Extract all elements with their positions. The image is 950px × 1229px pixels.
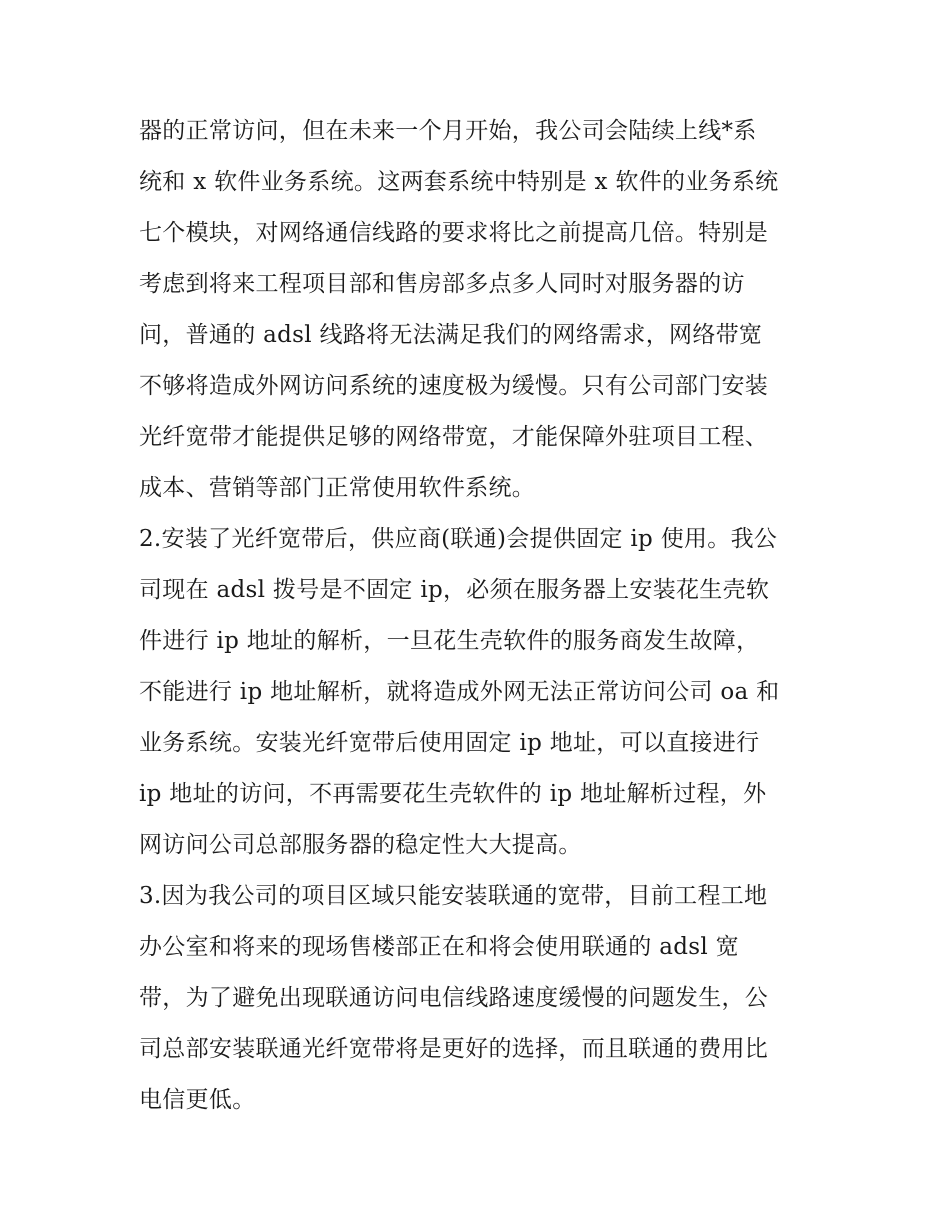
text-line: 业务系统。安装光纤宽带后使用固定 ip 地址，可以直接进行 bbox=[139, 730, 760, 756]
text-line: 不能进行 ip 地址解析，就将造成外网无法正常访问公司 oa 和 bbox=[139, 679, 780, 705]
text-line: 七个模块，对网络通信线路的要求将比之前提高几倍。特别是 bbox=[139, 220, 769, 246]
paragraph-2-start: 2.安装了光纤宽带后，供应商(联通)会提供固定 ip 使用。我公 bbox=[139, 526, 778, 552]
paragraph-3-start: 3.因为我公司的项目区域只能安装联通的宽带，目前工程工地 bbox=[139, 883, 768, 909]
text-line: ip 地址的访问，不再需要花生壳软件的 ip 地址解析过程，外 bbox=[139, 781, 767, 807]
text-line: 器的正常访问，但在未来一个月开始，我公司会陆续上线*系 bbox=[139, 118, 757, 144]
text-line: 带，为了避免出现联通访问电信线路速度缓慢的问题发生，公 bbox=[139, 985, 769, 1011]
text-line: 考虑到将来工程项目部和售房部多点多人同时对服务器的访 bbox=[139, 271, 745, 297]
text-line: 网访问公司总部服务器的稳定性大大提高。 bbox=[139, 832, 582, 858]
text-line: 成本、营销等部门正常使用软件系统。 bbox=[139, 475, 536, 501]
document-body bbox=[139, 106, 829, 1126]
text-line: 司总部安装联通光纤宽带将是更好的选择，而且联通的费用比 bbox=[139, 1036, 769, 1062]
text-line: 电信更低。 bbox=[139, 1087, 256, 1113]
text-line: 办公室和将来的现场售楼部正在和将会使用联通的 adsl 宽 bbox=[139, 934, 739, 960]
text-line: 不够将造成外网访问系统的速度极为缓慢。只有公司部门安装 bbox=[139, 373, 769, 399]
text-line: 司现在 adsl 拨号是不固定 ip，必须在服务器上安装花生壳软 bbox=[139, 577, 770, 603]
text-line: 统和 x 软件业务系统。这两套系统中特别是 x 软件的业务系统 bbox=[139, 169, 779, 195]
text-line: 光纤宽带才能提供足够的网络带宽，才能保障外驻项目工程、 bbox=[139, 424, 769, 450]
text-line: 件进行 ip 地址的解析，一旦花生壳软件的服务商发生故障， bbox=[139, 628, 760, 654]
text-line: 问，普通的 adsl 线路将无法满足我们的网络需求，网络带宽 bbox=[139, 322, 763, 348]
